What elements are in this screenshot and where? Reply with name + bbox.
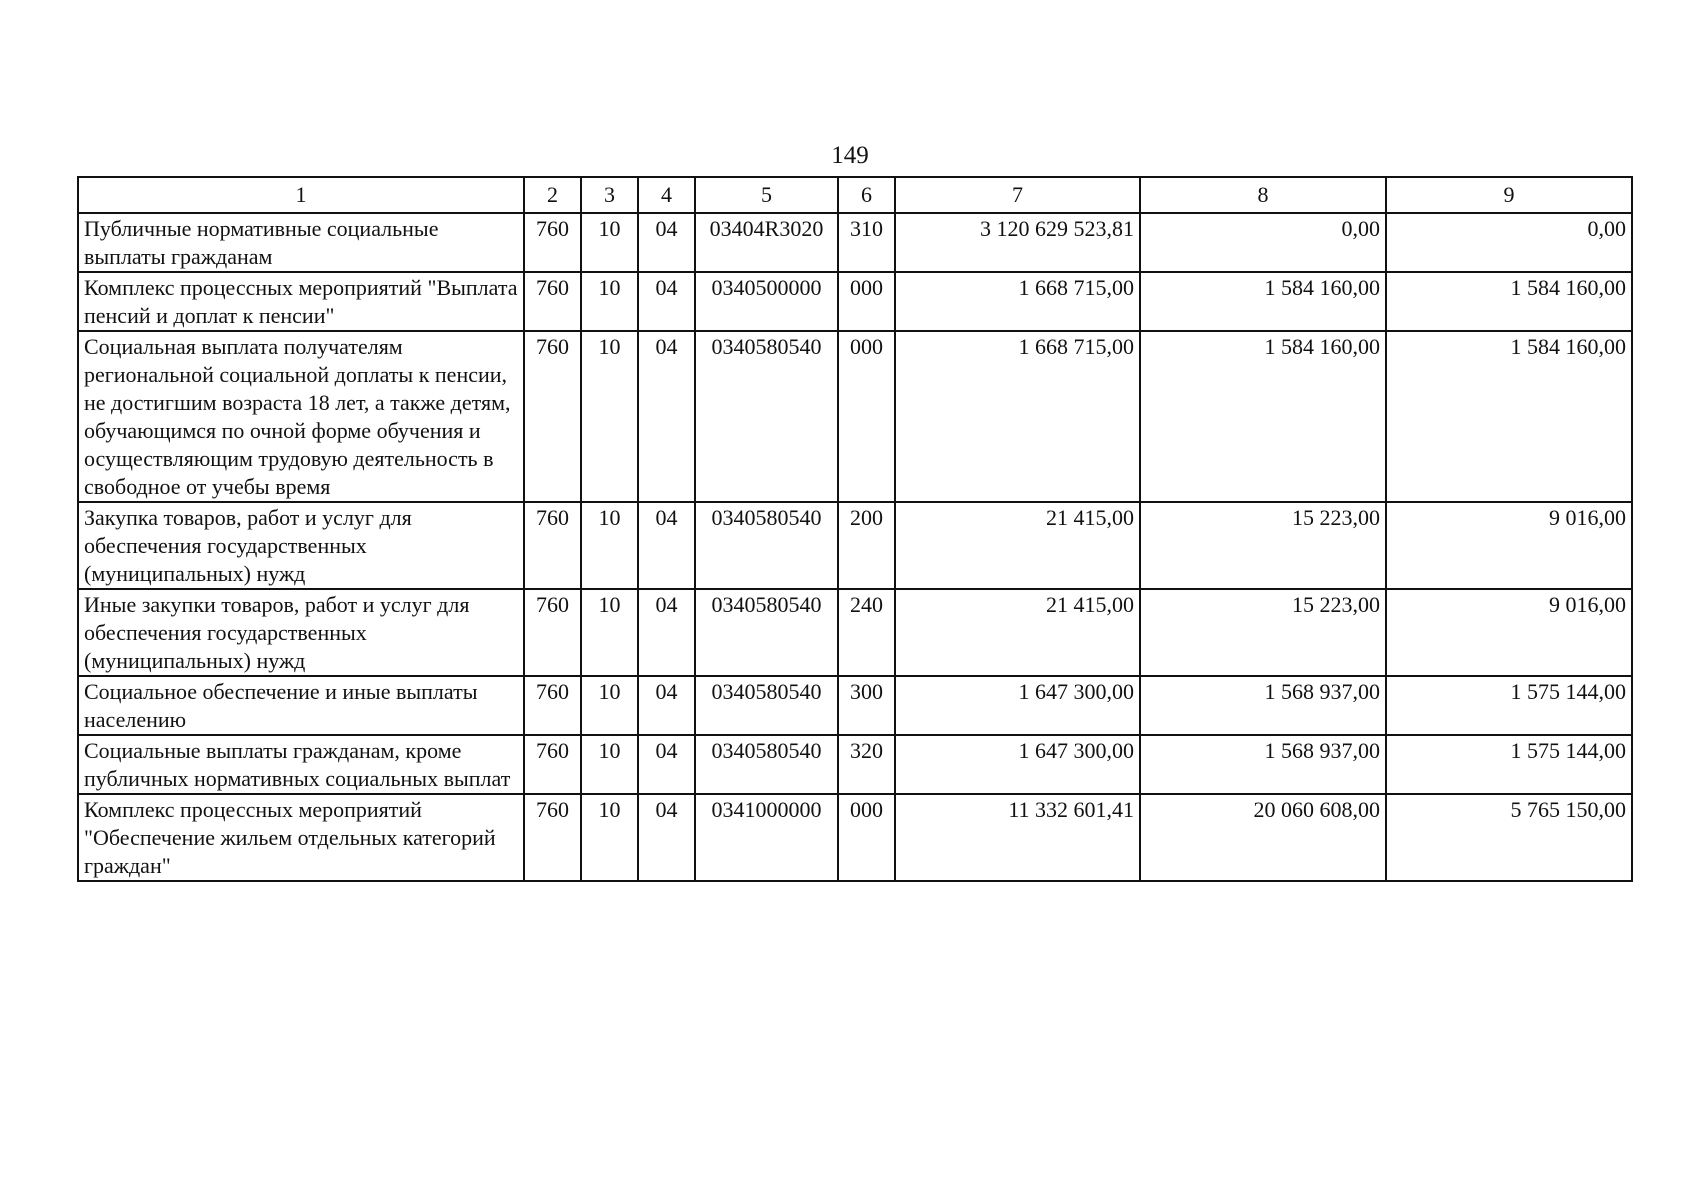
- cell-col8: 15 223,00: [1140, 589, 1386, 676]
- cell-col5: 0341000000: [695, 794, 838, 881]
- row-name: Социальные выплаты гражданам, кроме публичных нормативных социальных выплат: [78, 735, 524, 794]
- cell-col2: 760: [524, 213, 581, 272]
- column-header: 2: [524, 177, 581, 213]
- column-header: 9: [1386, 177, 1632, 213]
- cell-col7: 21 415,00: [895, 589, 1140, 676]
- cell-col6: 000: [838, 794, 895, 881]
- cell-col4: 04: [638, 502, 695, 589]
- cell-col9: 9 016,00: [1386, 502, 1632, 589]
- table-row: [78, 213, 1632, 272]
- cell-col6: 000: [838, 272, 895, 331]
- column-header: 3: [581, 177, 638, 213]
- cell-col5: 03404R3020: [695, 213, 838, 272]
- cell-col8: 1 584 160,00: [1140, 272, 1386, 331]
- cell-col9: 1 575 144,00: [1386, 676, 1632, 735]
- column-header: 1: [78, 177, 524, 213]
- cell-col5: 0340580540: [695, 735, 838, 794]
- page-number: 149: [831, 142, 869, 169]
- cell-col2: 760: [524, 272, 581, 331]
- cell-col4: 04: [638, 676, 695, 735]
- cell-col7: 1 647 300,00: [895, 735, 1140, 794]
- cell-col7: 3 120 629 523,81: [895, 213, 1140, 272]
- cell-col6: 300: [838, 676, 895, 735]
- cell-col2: 760: [524, 794, 581, 881]
- table-row: [78, 272, 1632, 331]
- cell-col7: 11 332 601,41: [895, 794, 1140, 881]
- cell-col6: 000: [838, 331, 895, 502]
- cell-col4: 04: [638, 735, 695, 794]
- cell-col5: 0340580540: [695, 502, 838, 589]
- column-header: 5: [695, 177, 838, 213]
- cell-col8: 1 584 160,00: [1140, 331, 1386, 502]
- cell-col6: 200: [838, 502, 895, 589]
- cell-col2: 760: [524, 331, 581, 502]
- cell-col5: 0340580540: [695, 589, 838, 676]
- cell-col6: 320: [838, 735, 895, 794]
- table-row: [78, 331, 1632, 502]
- cell-col3: 10: [581, 331, 638, 502]
- cell-col3: 10: [581, 272, 638, 331]
- column-header: 7: [895, 177, 1140, 213]
- cell-col9: 1 584 160,00: [1386, 272, 1632, 331]
- cell-col8: 20 060 608,00: [1140, 794, 1386, 881]
- cell-col9: 9 016,00: [1386, 589, 1632, 676]
- cell-col3: 10: [581, 676, 638, 735]
- cell-col9: 1 584 160,00: [1386, 331, 1632, 502]
- cell-col6: 240: [838, 589, 895, 676]
- row-name: Публичные нормативные социальные выплаты гражданам: [78, 213, 524, 272]
- table-row: [78, 735, 1632, 794]
- cell-col4: 04: [638, 794, 695, 881]
- table-row: [78, 502, 1632, 589]
- cell-col3: 10: [581, 735, 638, 794]
- cell-col9: 0,00: [1386, 213, 1632, 272]
- cell-col5: 0340500000: [695, 272, 838, 331]
- row-name: Социальное обеспечение и иные выплаты населению: [78, 676, 524, 735]
- cell-col2: 760: [524, 676, 581, 735]
- budget-table: [77, 176, 1633, 882]
- header-row: [78, 177, 1632, 213]
- table-row: [78, 794, 1632, 881]
- cell-col9: 5 765 150,00: [1386, 794, 1632, 881]
- cell-col8: 1 568 937,00: [1140, 735, 1386, 794]
- cell-col2: 760: [524, 589, 581, 676]
- cell-col7: 1 668 715,00: [895, 272, 1140, 331]
- cell-col7: 21 415,00: [895, 502, 1140, 589]
- cell-col6: 310: [838, 213, 895, 272]
- cell-col4: 04: [638, 272, 695, 331]
- cell-col5: 0340580540: [695, 331, 838, 502]
- table-row: [78, 589, 1632, 676]
- cell-col4: 04: [638, 589, 695, 676]
- row-name: Социальная выплата получателям региональной социальной доплаты к пенсии, не достигшим возраста 18 лет, а также детям, обучающимся по очной форме обучения и осуществляющим трудовую деятельность в свободное от учебы время: [78, 331, 524, 502]
- cell-col5: 0340580540: [695, 676, 838, 735]
- cell-col4: 04: [638, 331, 695, 502]
- cell-col7: 1 668 715,00: [895, 331, 1140, 502]
- column-header: 4: [638, 177, 695, 213]
- row-name: Закупка товаров, работ и услуг для обеспечения государственных (муниципальных) нужд: [78, 502, 524, 589]
- row-name: Комплекс процессных мероприятий "Выплата пенсий и доплат к пенсии": [78, 272, 524, 331]
- cell-col8: 0,00: [1140, 213, 1386, 272]
- cell-col3: 10: [581, 502, 638, 589]
- cell-col2: 760: [524, 735, 581, 794]
- cell-col8: 15 223,00: [1140, 502, 1386, 589]
- row-name: Иные закупки товаров, работ и услуг для обеспечения государственных (муниципальных) нужд: [78, 589, 524, 676]
- table-row: [78, 676, 1632, 735]
- cell-col4: 04: [638, 213, 695, 272]
- cell-col2: 760: [524, 502, 581, 589]
- cell-col8: 1 568 937,00: [1140, 676, 1386, 735]
- cell-col7: 1 647 300,00: [895, 676, 1140, 735]
- cell-col3: 10: [581, 213, 638, 272]
- cell-col3: 10: [581, 794, 638, 881]
- cell-col3: 10: [581, 589, 638, 676]
- column-header: 8: [1140, 177, 1386, 213]
- row-name: Комплекс процессных мероприятий "Обеспечение жильем отдельных категорий граждан": [78, 794, 524, 881]
- cell-col9: 1 575 144,00: [1386, 735, 1632, 794]
- column-header: 6: [838, 177, 895, 213]
